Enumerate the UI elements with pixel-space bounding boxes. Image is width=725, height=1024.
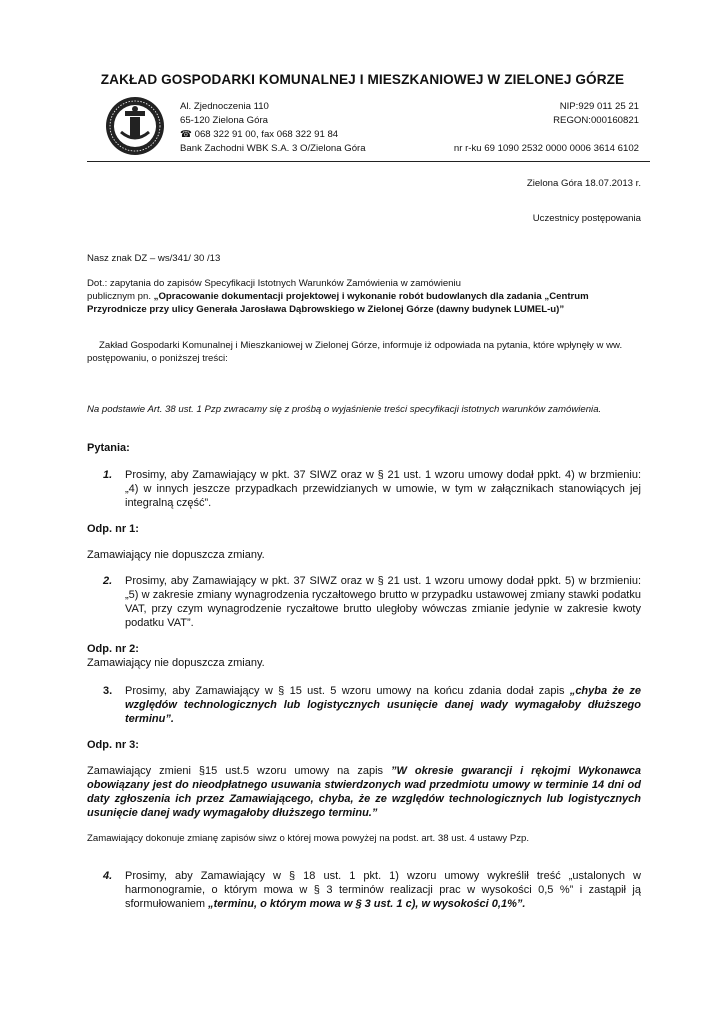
letter-date: Zielona Góra 18.07.2013 r.	[526, 178, 641, 189]
question-4	[103, 869, 641, 911]
address-street: Al. Zjednoczenia 110	[180, 101, 269, 112]
regon-number: REGON:000160821	[553, 115, 639, 126]
answer-3-heading: Odp. nr 3:	[87, 739, 139, 751]
header-divider	[87, 161, 650, 162]
recipient: Uczestnicy postępowania	[532, 213, 641, 224]
company-title: ZAKŁAD GOSPODARKI KOMUNALNEJ I MIESZKANIOWEJ W ZIELONEJ GÓRZE	[100, 72, 625, 87]
answer-1-text: Zamawiający nie dopuszcza zmiany.	[87, 549, 265, 561]
zgkim-emblem-logo-icon	[105, 96, 165, 156]
question-text: Prosimy, aby Zamawiający w § 18 ust. 1 pkt. 1) wzoru umowy wykreślił treść „ustalonych w harmonogramie, o którym mowa w § 3 terminów realizacji prac w wysokości 0,5 %” i zastąpił ją sformułowaniem	[125, 870, 641, 910]
answer-quote: ”W okresie gwarancji i rękojmi Wykonawca obowiązany jest do nieodpłatnego usuwania stwierdzonych wad przedmiotu umowy w terminie 14 dni od daty zgłoszenia ich przez Zamawiającego, chyba, że ze względów technologicznych lub logistycznych usunięcie danej wady wymagałoby dłuższego terminu.”	[87, 765, 641, 819]
answer-2-text: Zamawiający nie dopuszcza zmiany.	[87, 657, 265, 669]
nip-number: NIP:929 011 25 21	[559, 101, 639, 112]
reference-number: Nasz znak DZ – ws/341/ 30 /13	[87, 253, 221, 264]
question-number: 2.	[103, 575, 113, 587]
registration-block	[454, 100, 639, 156]
answer-3-note: Zamawiający dokonuje zmianę zapisów siwz o której mowa powyżej na podst. art. 38 ust. 4 ustawy Pzp.	[87, 833, 530, 844]
address-block	[180, 100, 366, 156]
questions-heading: Pytania:	[87, 442, 130, 454]
question-number: 4.	[103, 870, 113, 882]
phone-fax: ☎ 068 322 91 00, fax 068 322 91 84	[180, 129, 339, 140]
subject-title: „Opracowanie dokumentacji projektowej i wykonanie robót budowlanych dla zadania „Centrum Przyrodnicze przy ulicy Generała Jarosława Dąbrowskiego w Zielonej Górze (dawny budynek LUMEL-u)”	[87, 291, 589, 315]
address-city: 65-120 Zielona Góra	[180, 115, 268, 126]
bank-name: Bank Zachodni WBK S.A. 3 O/Zielona Góra	[180, 143, 366, 154]
question-text: Prosimy, aby Zamawiający w pkt. 37 SIWZ oraz w § 21 ust. 1 wzoru umowy dodał ppkt. 4) w brzmieniu: „4) w innych jeszcze przypadkach przewidzianych w umowie, w tym w załącznikach stanowiących jej integralną część”.	[125, 469, 641, 509]
subject-block	[87, 277, 641, 316]
answer-text: Zamawiający zmieni §15 ust.5 wzoru umowy na zapis	[87, 765, 392, 777]
legal-basis: Na podstawie Art. 38 ust. 1 Pzp zwracamy się z prośbą o wyjaśnienie treści specyfikacji istotnych warunków zamówienia.	[87, 404, 602, 415]
bank-account: nr r-ku 69 1090 2532 0000 0006 3614 6102	[453, 143, 639, 154]
question-text: Prosimy, aby Zamawiający w § 15 ust. 5 wzoru umowy na końcu zdania dodał zapis	[125, 685, 570, 697]
question-quote: „terminu, o którym mowa w § 3 ust. 1 c), w wysokości 0,1%”.	[208, 898, 526, 910]
question-number: 3.	[103, 685, 113, 697]
question-number: 1.	[103, 469, 113, 481]
subject-line: Dot.: zapytania do zapisów Specyfikacji Istotnych Warunków Zamówienia w zamówieniu	[87, 278, 461, 289]
subject-prefix: publicznym pn.	[87, 291, 154, 302]
question-quote: „chyba że ze względów technologicznych lub logistycznych usunięcie danej wady wymagałoby dłuższego terminu”.	[125, 685, 642, 725]
answer-1-heading: Odp. nr 1:	[87, 523, 139, 535]
question-2	[103, 574, 641, 630]
answer-2-heading: Odp. nr 2:	[87, 643, 139, 655]
question-1	[103, 468, 641, 510]
question-text: Prosimy, aby Zamawiający w pkt. 37 SIWZ oraz w § 21 ust. 1 wzoru umowy dodał ppkt. 5) w brzmieniu: „5) w zakresie zmiany wynagrodzenia ryczałtowego brutto w przypadku ustawowej zmiany stawki podatku VAT, przy czym wynagrodzenie ryczałtowe brutto uległoby wówczas zmianie jedynie w zakresie kwoty podatku VAT”.	[125, 575, 641, 629]
answer-3-text	[87, 764, 641, 820]
question-3	[103, 684, 641, 726]
intro-paragraph: Zakład Gospodarki Komunalnej i Mieszkaniowej w Zielonej Górze, informuje iż odpowiada na pytania, które wpłynęły w ww. postępowaniu, o poniższej treści:	[87, 340, 623, 364]
